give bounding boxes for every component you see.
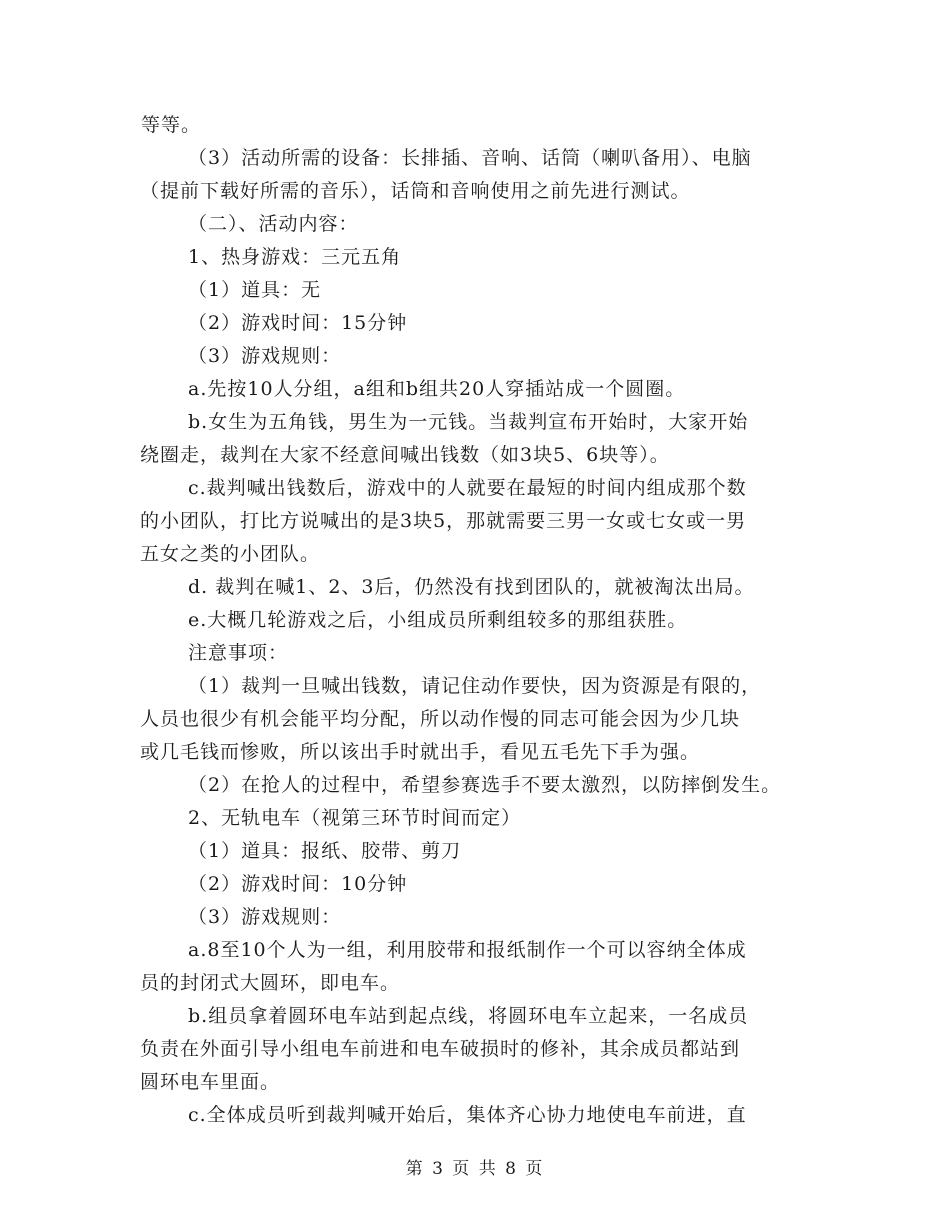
text-line: 负责在外面引导小组电车前进和电车破损时的修补，其余成员都站到 [140,1038,741,1060]
text-line: （2）游戏时间：10分钟 [188,873,408,895]
text-line: （提前下载好所需的音乐），话筒和音响使用之前先进行测试。 [140,180,691,202]
text-line: b.组员拿着圆环电车站到起点线，将圆环电车立起来，一名成员 [188,1005,749,1027]
text-line: 人员也很少有机会能平均分配，所以动作慢的同志可能会因为少几块 [140,708,741,730]
section-heading: （二）、活动内容： [188,213,359,235]
text-line: （3）游戏规则： [188,345,342,367]
text-line: a.先按10人分组，a组和b组共20人穿插站成一个圆圈。 [188,378,686,400]
subsection-heading: 1、热身游戏：三元五角 [188,246,402,268]
text-line: 绕圈走，裁判在大家不经意间喊出钱数（如3块5、6块等）。 [140,444,670,466]
text-line: （2）在抢人的过程中，希望参赛选手不要太激烈，以防摔倒发生。 [188,774,782,796]
text-line: a.8至10个人为一组，利用胶带和报纸制作一个可以容纳全体成 [188,939,747,961]
page-number-footer: 第 3 页 共 8 页 [405,1159,545,1179]
text-line: （2）游戏时间：15分钟 [188,312,408,334]
notes-heading: 注意事项： [188,642,289,664]
text-line: 或几毛钱而惨败，所以该出手时就出手，看见五毛先下手为强。 [140,741,701,763]
text-line: 五女之类的小团队。 [140,543,321,565]
text-line: b.女生为五角钱，男生为一元钱。当裁判宣布开始时，大家开始 [188,411,749,433]
text-line: （1）道具：报纸、胶带、剪刀 [188,840,462,862]
text-line: 员的封闭式大圆环，即电车。 [140,972,401,994]
text-line: （3）游戏规则： [188,906,342,928]
text-line: 圆环电车里面。 [140,1071,281,1093]
text-line: c.裁判喊出钱数后，游戏中的人就要在最短的时间内组成那个数 [188,477,747,499]
text-line: d. 裁判在喊1、2、3后，仍然没有找到团队的，就被淘汰出局。 [188,576,755,598]
text-line: （1）裁判一旦喊出钱数，请记住动作要快，因为资源是有限的， [188,675,762,697]
subsection-heading: 2、无轨电车（视第三环节时间而定） [188,807,522,829]
text-line: （3）活动所需的设备：长排插、音响、话筒（喇叭备用）、电脑 [188,147,752,169]
text-line: （1）道具：无 [188,279,322,301]
text-line: c.全体成员听到裁判喊开始后，集体齐心协力地使电车前进，直 [188,1104,747,1126]
text-line: 等等。 [141,114,202,136]
text-line: 的小团队，打比方说喊出的是3块5，那就需要三男一女或七女或一男 [140,510,747,532]
text-line: e.大概几轮游戏之后，小组成员所剩组较多的那组获胜。 [188,609,688,631]
